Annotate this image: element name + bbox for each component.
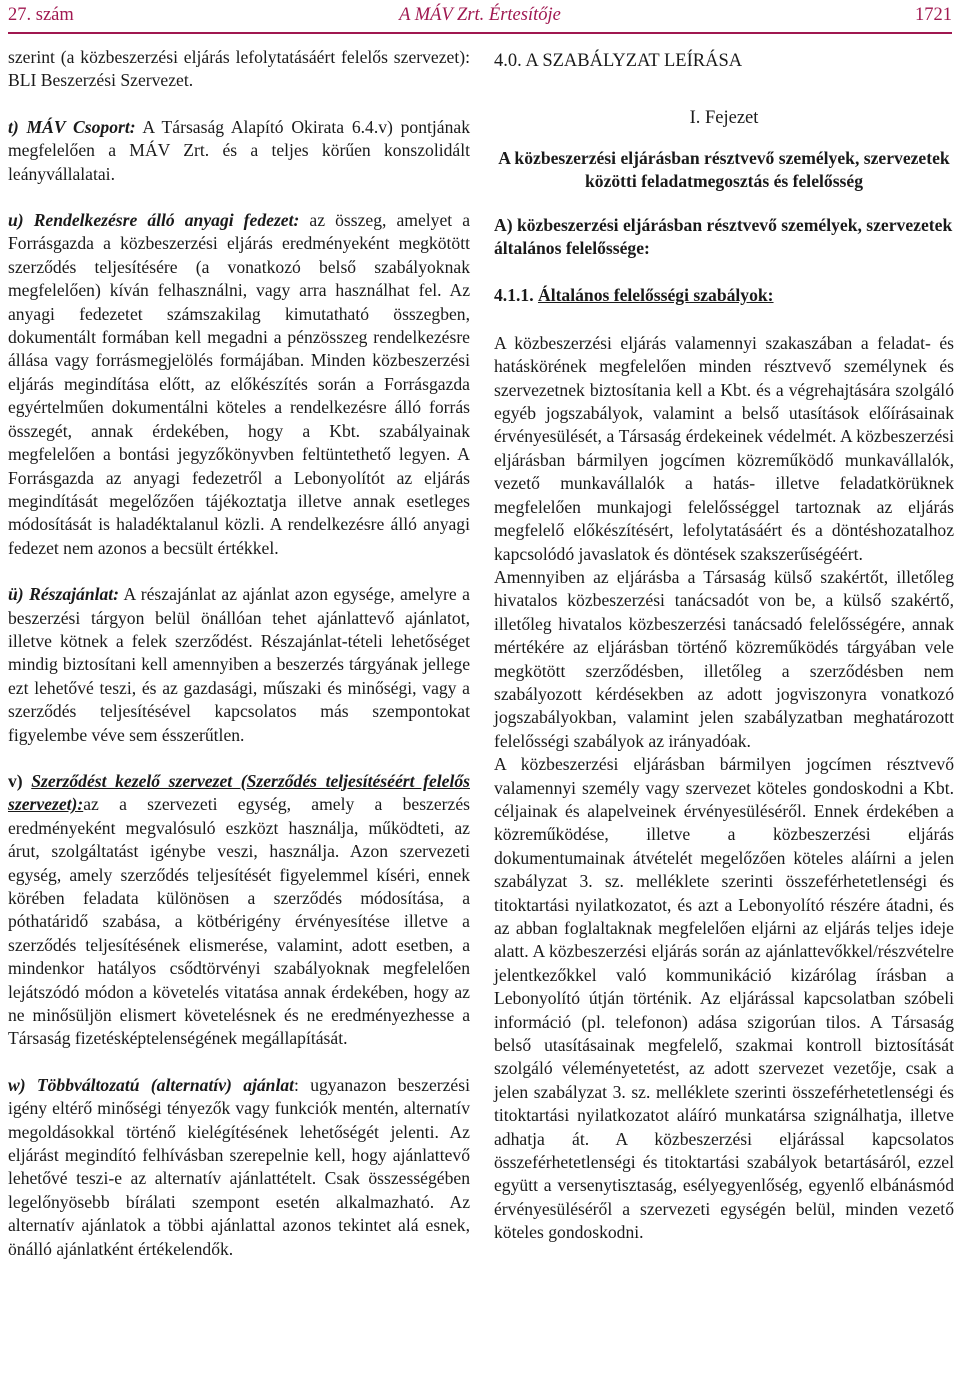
definition-uu-text: A részajánlat az ajánlat azon egysége, amelyre a beszerzési tárgyon belül önállóan tehet ajánlattevő ajánlatot, illetve kötnek a felek szerződést. Részajánlat-tételi lehetőséget mindig biztosítani kell amennyiben a beszerzés tárgyának jellege ezt lehetővé teszi, és az gazdasági, műszaki és minőségi, vagy a szerződés teljesítésével kapcsolatos más szempontokat figyelembe véve sem ésszerűtlen. — [8, 584, 470, 745]
term-w: w) Többváltozatú (alternatív) ajánlat — [8, 1074, 295, 1095]
rules-heading-text: Általános felelősségi szabályok: — [537, 285, 774, 306]
right-column — [494, 46, 954, 1245]
definition-v-text: az a szervezeti egység, amely a beszerzés eredményeként megvalósuló eszközt használja, működteti, az árut, szolgáltatást igénybe veszi, használja. Azon szervezeti egység, amely szerződés teljesítését figyelemmel kíséri, ennek körében feladata különösen a szerződés módosítása, a póthatáridő szabása, a kötbérigény érvényesítése illetve a szerződés teljesítésének elismerése, valamint, adott esetben, a mindenkor hatályos csődtörvényi szabályoknak megfelelően lejátszódó módon a követelés vitatása annak érdekében, hogy az ne minősüljön elismert követelésnek és ne eredményezhesse a Társaság fizetésképtelenségének megállapítását. — [8, 794, 470, 1049]
page-number: 1721 — [915, 5, 952, 25]
definition-t — [8, 116, 470, 186]
left-column — [8, 46, 470, 1261]
term-u: u) Rendelkezésre álló anyagi fedezet: — [8, 210, 300, 231]
chapter-title: A közbeszerzési eljárásban résztvevő személyek, szervezetek közötti feladatmegosztás és felelősség — [498, 147, 950, 192]
paragraph-continuation: szerint (a közbeszerzési eljárás lefolytatásáért felelős szervezet): BLI Beszerzési Szervezet. — [8, 47, 470, 91]
definition-v — [8, 770, 470, 1051]
definition-u-text: az összeg, amelyet a Forrásgazda a közbeszerzési eljárás eredményeként megkötött szerződés teljesítésére (a vonatkozó belső szabályoknak megfelelően) kíván felhasználni, vagy arra használhat fel. Az anyagi fedezetet számszakilag kimutatható összegben, dokumentált formában kell megadni a pénzösszeg rendelkezésre állása vagy forrásmegjelölés formájában. Minden közbeszerzési eljárás megindítása előtt, az előkészítés során a Forrásgazda egyértelműen dokumentálni köteles a rendelkezésre álló forrás összegét, annak érdekében, hogy a Kbt. szabályainak megfelelően a bontási jegyzőkönyvben feltüntethető legyen. A Forrásgazda az anyagi fedezetről a Lebonyolítót az eljárás megindítását megelőzően tájékoztatja illetve annak esetleges módosítását is haladéktalanul közli. A rendelkezésre álló anyagi fedezet nem azonos a becsült értékkel. — [8, 210, 471, 558]
rules-heading — [494, 284, 954, 307]
subheading: A) közbeszerzési eljárásban résztvevő személyek, szervezetek általános felelőssége: — [494, 214, 953, 259]
definition-w-text: : ugyanazon beszerzési igény eltérő minőségi tényezők vagy funkciók mentén, alternatív megoldásokkal történő kielégítésének lehetőségét jelenti. Az eljárást megindító felhívásban szerepelnie kell, hogy ajánlattevő lehetővé teszi-e az alternatív ajánlattételt. Csak összességében legelőnyösebb bírálati szempont esetén alkalmazható. Az alternatív ajánlatok a többi ajánlattal azonos tekintet alá esnek, önálló ajánlatként értékelendők. — [8, 1074, 470, 1259]
term-v: Szerződést kezelő szervezet (Szerződés teljesítéséért felelős szervezet): — [8, 770, 470, 815]
definition-t-text: A Társaság Alapító Okirata 6.4.v) pontjának megfelelően a MÁV Zrt. és a teljes körűen konszolidált leányvállalatai. — [8, 116, 470, 184]
chapter-number: I. Fejezet — [689, 108, 759, 129]
issue-number: 27. szám — [8, 5, 74, 25]
term-v-prefix: v) — [8, 770, 32, 791]
paragraph-1: A közbeszerzési eljárás valamennyi szakaszában a feladat- és hatáskörének megfelelően minden résztvevő személynek és szervezetnek biztosítania kell a Kbt. és a végrehajtására szolgáló egyéb jogszabályok, valamint a belső utasítások előírásainak érvényesülését, a Társaság érdekeinek védelmét. A közbeszerzési eljárásban bármilyen jogcímen közreműködő munkavállalók, vezető munkavállalók a hatás- illetve feladatkörüknek megfelelően munkajogi felelősséggel tartoznak az eljárás megfelelő előkészítésért, lefolytatásáért és a döntéshozatalhoz kapcsolódó javaslatok és döntések szakszerűségéért. — [494, 332, 954, 564]
term-uu: ü) Részajánlat: — [8, 584, 120, 605]
section-title: 4.0. A SZABÁLYZAT LEÍRÁSA — [494, 51, 743, 71]
definition-u — [8, 209, 470, 560]
definition-uu — [8, 583, 470, 747]
definition-w — [8, 1074, 470, 1261]
journal-title: A MÁV Zrt. Értesítője — [399, 5, 561, 25]
paragraph-3: A közbeszerzési eljárásban bármilyen jogcímen résztvevő valamennyi személy vagy szervezet köteles gondoskodni a Kbt. céljainak és alapelveinek érvényesüléséről. Ennek érdekében a közreműködése, illetve a közbeszerzési eljárás dokumentumainak átvételét megelőzően köteles aláírni a jelen szabályzat 3. sz. melléklete szerinti összeférhetetlenségi és titoktartási nyilatkozatot, és azt a Lebonyolító részére átadni, és az abban foglaltaknak megfelelően eljárni az eljárás teljes ideje alatt. A közbeszerzési eljárás során az ajánlattevőkkel/részvételre jelentkezőkkel való kommunikáció kizárólag írásban a Lebonyolító útján történik. Az eljárással kapcsolatban szóbeli információ (pl. telefonon) adása szigorúan tilos. A Társaság belső utasításainak megfelelő, szakmai kontroll biztosítását szolgáló véleményetetést, az adott szervezet vezetője, csak a jelen szabályzat 3. sz. melléklete szerinti összeférhetetlenségi és titoktartási nyilatkozatot aláíró munkatársa szignálhatja, illetve adhatja át. A közbeszerzési eljárással kapcsolatos összeférhetetlenségi és titoktartási szabályok betartásáról, ezzel együtt a versenytisztaság, esélyegyenlőség, egyenlő elbánásmód érvényesüléséről a szervezeti egységén belül, minden vezető köteles gondoskodni. — [494, 754, 954, 1243]
page-header — [8, 3, 952, 27]
term-t: t) MÁV Csoport: — [8, 116, 136, 137]
header-rule — [8, 32, 952, 34]
rules-heading-number: 4.1.1. — [494, 285, 538, 306]
paragraph-2: Amennyiben az eljárásba a Társaság külső szakértőt, illetőleg hivatalos közbeszerzési tanácsadót von be, a külső szakértő, illetőleg hivatalos közbeszerzési tanácsadó felelősségére, annak mértékére az eljárásban történő közreműködés tárgyában vele megkötött szerződésben, illetőleg a szerződésben nem szabályozott kérdésekben az adott jogviszonyra vonatkozó jogszabályokban, valamint jelen szabályzatban meghatározott felelősségi szabályok az irányadóak. — [494, 566, 954, 751]
